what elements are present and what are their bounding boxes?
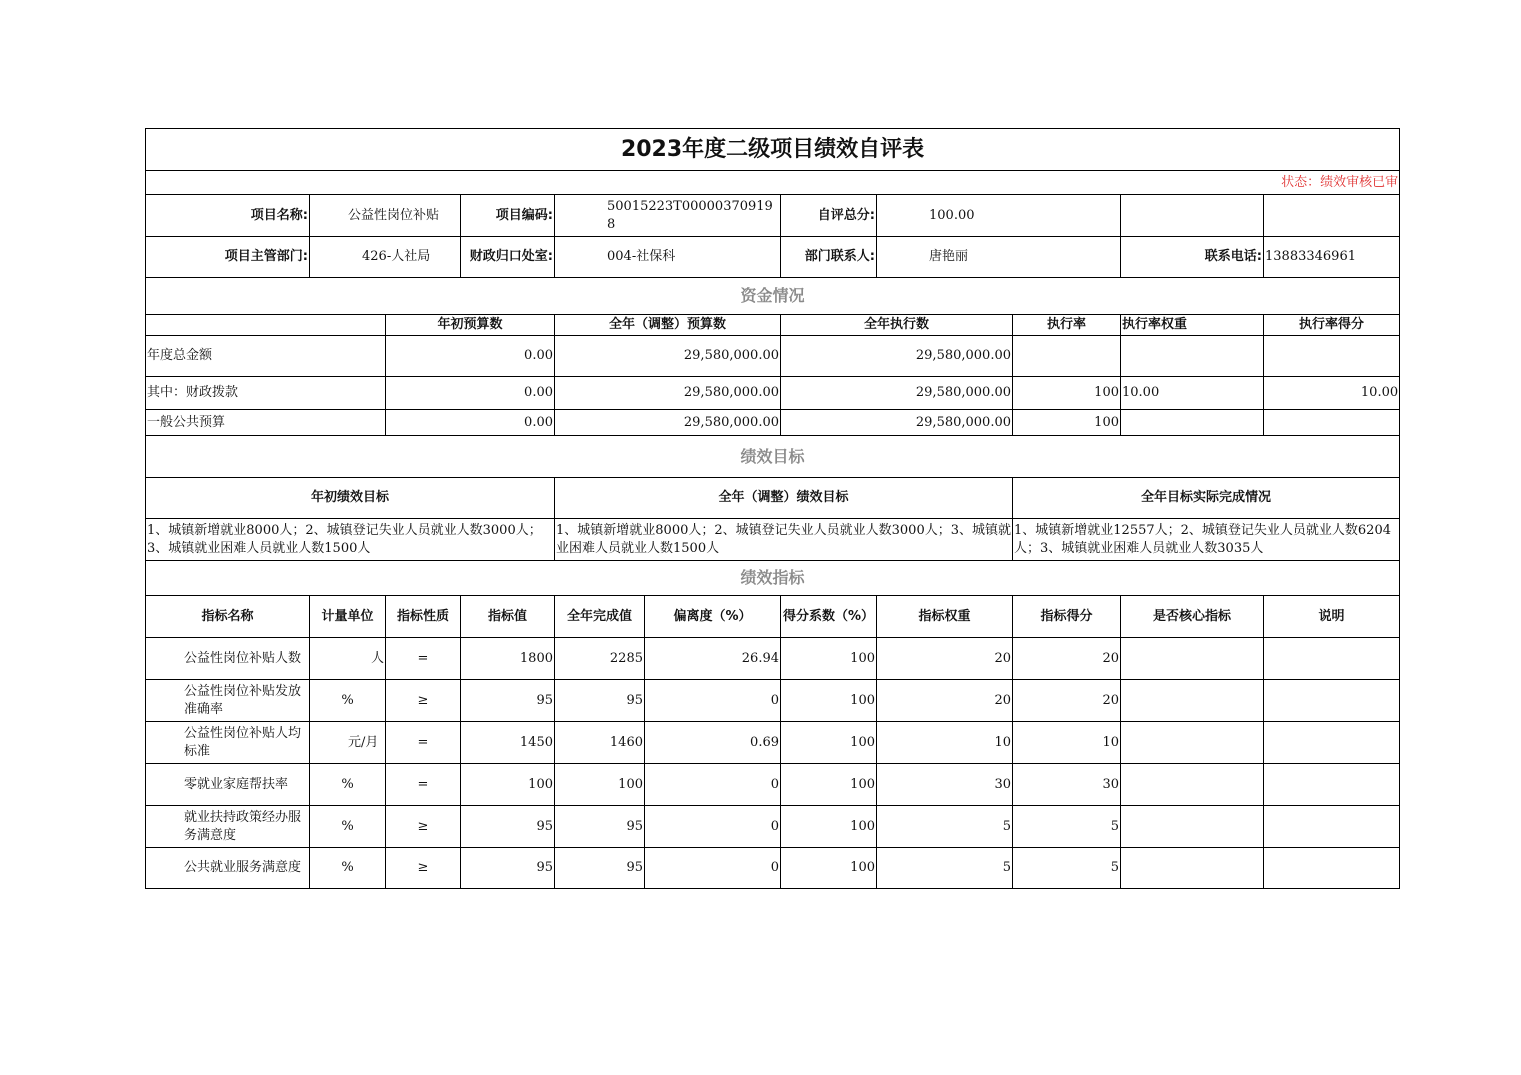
funds-cell: 29,580,000.00	[555, 377, 781, 410]
finance-office-value: 004-社保科	[555, 237, 781, 278]
phone-value: 13883346961	[1264, 237, 1400, 278]
phone-label: 联系电话:	[1121, 237, 1264, 278]
funds-header: 执行率	[1013, 315, 1121, 336]
indicator-deviation: 0	[645, 806, 781, 848]
indicator-nature: ≥	[386, 680, 461, 722]
indicator-header: 得分系数（%）	[781, 596, 877, 638]
table-row	[146, 764, 1400, 806]
funds-cell: 0.00	[386, 410, 555, 436]
funds-header: 年初预算数	[386, 315, 555, 336]
funds-cell: 100	[1013, 377, 1121, 410]
indicator-note	[1264, 806, 1400, 848]
funds-cell: 29,580,000.00	[555, 410, 781, 436]
funds-row-label: 年度总金额	[146, 336, 386, 377]
indicator-note	[1264, 764, 1400, 806]
dept-label: 项目主管部门:	[146, 237, 310, 278]
indicator-name: 公益性岗位补贴发放准确率	[146, 680, 310, 722]
goals-header: 全年（调整）绩效目标	[555, 478, 1013, 519]
goals-section-title: 绩效目标	[146, 436, 1400, 478]
indicator-note	[1264, 680, 1400, 722]
contact-label: 部门联系人:	[781, 237, 877, 278]
indicator-name: 零就业家庭帮扶率	[146, 764, 310, 806]
indicator-score: 30	[1013, 764, 1121, 806]
indicator-score: 20	[1013, 680, 1121, 722]
indicator-weight: 10	[877, 722, 1013, 764]
indicator-name: 公益性岗位补贴人均标准	[146, 722, 310, 764]
funds-header: 全年执行数	[781, 315, 1013, 336]
funds-cell: 10.00	[1264, 377, 1400, 410]
indicator-actual: 95	[555, 848, 645, 889]
indicator-target: 1800	[461, 638, 555, 680]
indicator-actual: 2285	[555, 638, 645, 680]
indicator-header: 指标名称	[146, 596, 310, 638]
indicator-nature: =	[386, 722, 461, 764]
empty-cell	[146, 315, 386, 336]
indicator-core	[1121, 722, 1264, 764]
funds-header: 执行率权重	[1121, 315, 1264, 336]
funds-row-label: 一般公共预算	[146, 410, 386, 436]
indicator-nature: ≥	[386, 848, 461, 889]
indicator-score: 20	[1013, 638, 1121, 680]
indicator-header: 偏离度（%）	[645, 596, 781, 638]
indicator-header: 全年完成值	[555, 596, 645, 638]
funds-cell: 0.00	[386, 336, 555, 377]
indicator-name: 就业扶持政策经办服务满意度	[146, 806, 310, 848]
goals-header: 全年目标实际完成情况	[1013, 478, 1400, 519]
indicator-header: 是否核心指标	[1121, 596, 1264, 638]
table-row	[146, 638, 1400, 680]
indicator-deviation: 0.69	[645, 722, 781, 764]
indicator-header: 计量单位	[310, 596, 386, 638]
dept-value: 426-人社局	[310, 237, 461, 278]
funds-cell: 29,580,000.00	[781, 377, 1013, 410]
table-row	[146, 806, 1400, 848]
indicator-unit: 人	[310, 638, 386, 680]
indicator-coef: 100	[781, 806, 877, 848]
indicator-nature: =	[386, 764, 461, 806]
indicator-actual: 100	[555, 764, 645, 806]
indicator-nature: =	[386, 638, 461, 680]
project-name-value: 公益性岗位补贴	[310, 195, 461, 237]
indicator-coef: 100	[781, 764, 877, 806]
indicator-note	[1264, 848, 1400, 889]
funds-cell: 0.00	[386, 377, 555, 410]
score-value: 100.00	[877, 195, 1121, 237]
indicator-coef: 100	[781, 722, 877, 764]
contact-value: 唐艳丽	[877, 237, 1121, 278]
indicator-core	[1121, 764, 1264, 806]
indicator-coef: 100	[781, 848, 877, 889]
indicator-name: 公共就业服务满意度	[146, 848, 310, 889]
indicator-header: 说明	[1264, 596, 1400, 638]
indicator-score: 5	[1013, 848, 1121, 889]
indicator-nature: ≥	[386, 806, 461, 848]
indicator-weight: 20	[877, 638, 1013, 680]
indicator-weight: 5	[877, 806, 1013, 848]
empty-cell	[1121, 195, 1264, 237]
indicator-target: 1450	[461, 722, 555, 764]
finance-office-label: 财政归口处室:	[461, 237, 555, 278]
goals-adjusted-text: 1、城镇新增就业8000人；2、城镇登记失业人员就业人数3000人；3、城镇就业困难人员就业人数1500人	[555, 519, 1013, 561]
funds-cell	[1121, 410, 1264, 436]
funds-cell	[1264, 336, 1400, 377]
indicator-weight: 20	[877, 680, 1013, 722]
indicator-actual: 1460	[555, 722, 645, 764]
funds-cell: 29,580,000.00	[555, 336, 781, 377]
table-row	[146, 848, 1400, 889]
indicator-weight: 30	[877, 764, 1013, 806]
indicator-actual: 95	[555, 680, 645, 722]
goals-actual-text: 1、城镇新增就业12557人；2、城镇登记失业人员就业人数6204人；3、城镇就业困难人员就业人数3035人	[1013, 519, 1400, 561]
indicator-core	[1121, 848, 1264, 889]
indicators-section-title: 绩效指标	[146, 561, 1400, 596]
indicator-name: 公益性岗位补贴人数	[146, 638, 310, 680]
goals-header: 年初绩效目标	[146, 478, 555, 519]
score-label: 自评总分:	[781, 195, 877, 237]
funds-section-title: 资金情况	[146, 278, 1400, 315]
project-name-label: 项目名称:	[146, 195, 310, 237]
funds-cell: 10.00	[1121, 377, 1264, 410]
funds-row-label: 其中：财政拨款	[146, 377, 386, 410]
indicator-core	[1121, 680, 1264, 722]
funds-cell	[1013, 336, 1121, 377]
funds-cell: 29,580,000.00	[781, 336, 1013, 377]
funds-cell: 100	[1013, 410, 1121, 436]
indicator-deviation: 0	[645, 848, 781, 889]
indicator-target: 95	[461, 806, 555, 848]
project-code-value: 50015223T000003709198	[555, 195, 781, 237]
funds-header: 执行率得分	[1264, 315, 1400, 336]
indicator-coef: 100	[781, 680, 877, 722]
project-code-label: 项目编码:	[461, 195, 555, 237]
indicator-target: 95	[461, 848, 555, 889]
indicator-unit: 元/月	[310, 722, 386, 764]
indicator-deviation: 0	[645, 764, 781, 806]
goals-initial-text: 1、城镇新增就业8000人；2、城镇登记失业人员就业人数3000人；3、城镇就业困难人员就业人数1500人	[146, 519, 555, 561]
indicator-header: 指标值	[461, 596, 555, 638]
indicator-unit: %	[310, 680, 386, 722]
funds-cell	[1264, 410, 1400, 436]
indicator-coef: 100	[781, 638, 877, 680]
indicator-deviation: 26.94	[645, 638, 781, 680]
indicator-unit: %	[310, 764, 386, 806]
indicator-core	[1121, 806, 1264, 848]
status-text: 状态：绩效审核已审	[146, 171, 1400, 195]
indicator-unit: %	[310, 806, 386, 848]
table-row	[146, 680, 1400, 722]
indicator-unit: %	[310, 848, 386, 889]
funds-header: 全年（调整）预算数	[555, 315, 781, 336]
indicator-target: 95	[461, 680, 555, 722]
funds-cell: 29,580,000.00	[781, 410, 1013, 436]
indicator-note	[1264, 638, 1400, 680]
indicator-target: 100	[461, 764, 555, 806]
indicator-deviation: 0	[645, 680, 781, 722]
indicator-header: 指标性质	[386, 596, 461, 638]
indicator-weight: 5	[877, 848, 1013, 889]
table-row	[146, 722, 1400, 764]
empty-cell	[1264, 195, 1400, 237]
indicator-score: 5	[1013, 806, 1121, 848]
funds-cell	[1121, 336, 1264, 377]
page-title: 2023年度二级项目绩效自评表	[146, 129, 1400, 171]
indicator-score: 10	[1013, 722, 1121, 764]
indicator-core	[1121, 638, 1264, 680]
indicator-header: 指标得分	[1013, 596, 1121, 638]
indicator-note	[1264, 722, 1400, 764]
indicator-header: 指标权重	[877, 596, 1013, 638]
indicator-actual: 95	[555, 806, 645, 848]
self-evaluation-table	[145, 128, 1400, 889]
